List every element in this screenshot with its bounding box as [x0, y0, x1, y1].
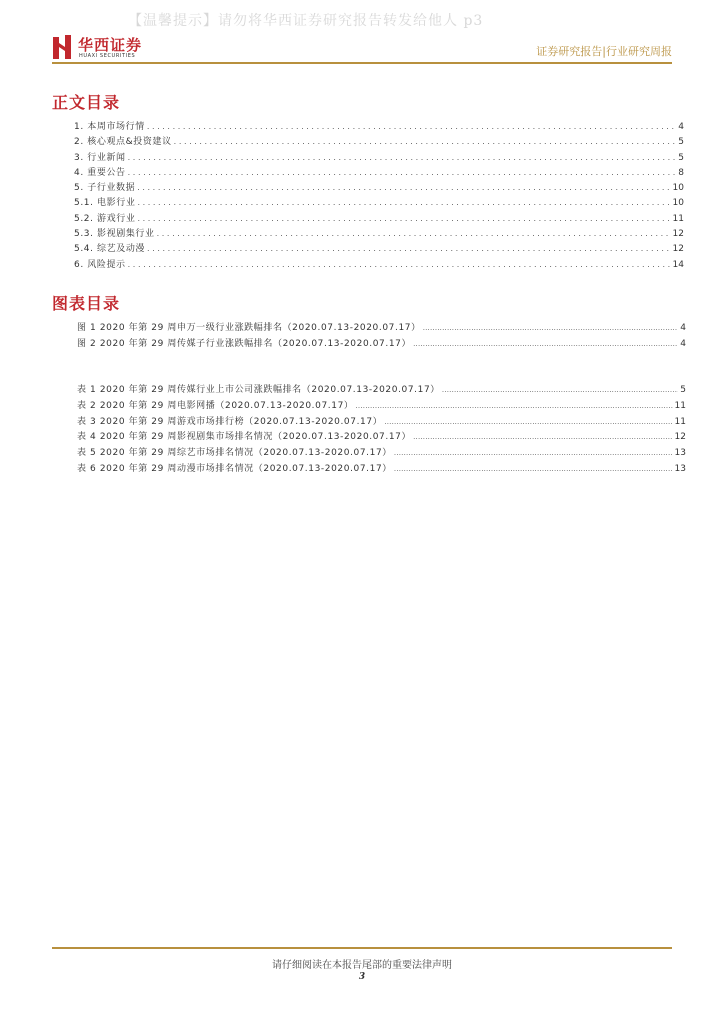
dot-leader: [413, 433, 672, 441]
table-entry-label: 表 2 2020 年第 29 周电影网播（2020.07.13-2020.07.17）: [77, 400, 354, 411]
table-entry-label: 表 6 2020 年第 29 周动漫市场排名情况（2020.07.13-2020.07.17）: [77, 463, 392, 474]
page-number: 3: [358, 972, 366, 982]
toc-entry-page: 5: [678, 152, 684, 163]
toc-entry-label: 4. 重要公告: [74, 167, 126, 178]
table-entry[interactable]: [77, 414, 686, 430]
table-entry[interactable]: [77, 445, 686, 461]
watermark-notice: 【温馨提示】请勿将华西证券研究报告转发给他人 p3: [128, 13, 484, 29]
dot-leader: [394, 465, 673, 473]
huaxi-logo-icon: [52, 34, 74, 60]
toc-entry-label: 5.3. 影视剧集行业: [74, 229, 155, 240]
toc-entry-label: 3. 行业新闻: [74, 152, 126, 163]
figure-entry[interactable]: [77, 320, 686, 336]
table-entry[interactable]: [77, 398, 686, 414]
dot-leader: [394, 449, 673, 457]
dot-leader: [128, 260, 671, 269]
toc-entry-label: 2. 核心观点&投资建议: [74, 137, 172, 148]
figure-entry-page: 4: [680, 338, 686, 349]
toc-entry-page: 8: [678, 167, 684, 178]
toc-entry-label: 5.4. 综艺及动漫: [74, 244, 146, 255]
toc-entry[interactable]: [74, 241, 684, 256]
figure-entry-label: 图 2 2020 年第 29 周传媒子行业涨跌幅排名（2020.07.13-2020.07.17）: [77, 338, 412, 349]
figure-entry-page: 4: [680, 323, 686, 333]
dot-leader: [147, 244, 671, 253]
toc-entry[interactable]: [74, 150, 684, 165]
table-entry-label: 表 4 2020 年第 29 周影视剧集市场排名情况（2020.07.13-2020.07.17）: [77, 432, 412, 443]
company-logo: [52, 34, 162, 62]
figure-entry-label: 图 1 2020 年第 29 周申万一级行业涨跌幅排名（2020.07.13-2020.07.17）: [77, 323, 421, 333]
table-entry[interactable]: [77, 429, 686, 445]
toc-entry-page: 14: [672, 259, 684, 270]
toc-title: 正文目录: [52, 93, 121, 112]
toc-entry-label: 5. 子行业数据: [74, 183, 136, 194]
toc-entry-label: 5.1. 电影行业: [74, 198, 136, 209]
toc-entry[interactable]: [74, 119, 684, 134]
table-entry-page: 12: [674, 432, 686, 443]
dot-leader: [356, 402, 673, 410]
table-entry-page: 5: [680, 385, 686, 395]
table-entry-page: 11: [674, 416, 686, 427]
footer-divider: [52, 947, 672, 949]
toc-entry[interactable]: [74, 180, 684, 195]
toc-entry[interactable]: [74, 257, 684, 272]
table-entry-page: 13: [674, 463, 686, 474]
toc-entry-label: 6. 风险提示: [74, 259, 126, 270]
header-divider: [52, 62, 672, 64]
toc-entry-label: 1. 本周市场行情: [74, 122, 145, 132]
toc-entry[interactable]: [74, 211, 684, 226]
toc-entry-page: 12: [672, 244, 684, 255]
figures-toc-title: 图表目录: [52, 294, 121, 313]
dot-leader: [174, 137, 677, 146]
toc-entry[interactable]: [74, 165, 684, 180]
table-entry-label: 表 3 2020 年第 29 周游戏市场排行榜（2020.07.13-2020.07.17）: [77, 416, 383, 427]
toc-entry-page: 10: [672, 183, 684, 194]
dot-leader: [137, 183, 670, 192]
toc-entry-page: 5: [678, 137, 684, 148]
toc-entry-label: 5.2. 游戏行业: [74, 213, 136, 224]
legal-notice: 请仔细阅读在本报告尾部的重要法律声明: [272, 960, 452, 971]
toc-list: [74, 119, 684, 272]
figure-list: [77, 320, 686, 352]
dot-leader: [137, 214, 670, 223]
table-entry-label: 表 5 2020 年第 29 周综艺市场排名情况（2020.07.13-2020.07.17）: [77, 448, 392, 459]
dot-leader: [413, 340, 678, 348]
table-entry-page: 13: [674, 448, 686, 459]
toc-entry-page: 11: [672, 213, 684, 224]
toc-entry[interactable]: [74, 226, 684, 241]
toc-entry[interactable]: [74, 195, 684, 210]
report-type-label: 证券研究报告|行业研究周报: [536, 45, 672, 58]
dot-leader: [128, 153, 677, 162]
figure-entry[interactable]: [77, 336, 686, 352]
table-entry[interactable]: [77, 461, 686, 477]
logo-name: 华西证券: [78, 36, 143, 54]
toc-entry[interactable]: [74, 134, 684, 149]
dot-leader: [137, 198, 670, 207]
toc-entry-page: 10: [672, 198, 684, 209]
toc-entry-page: 12: [672, 229, 684, 240]
dot-leader: [423, 324, 679, 332]
table-entry[interactable]: [77, 382, 686, 398]
table-list: [77, 382, 686, 477]
table-entry-label: 表 1 2020 年第 29 周传媒行业上市公司涨跌幅排名（2020.07.13-2020.07.17）: [77, 385, 440, 395]
dot-leader: [157, 229, 671, 238]
dot-leader: [128, 168, 677, 177]
logo-subtitle: HUAXI SECURITIES: [79, 53, 136, 59]
dot-leader: [147, 122, 676, 131]
dot-leader: [384, 418, 672, 426]
toc-entry-page: 4: [678, 122, 684, 132]
dot-leader: [442, 386, 678, 394]
table-entry-page: 11: [674, 400, 686, 411]
